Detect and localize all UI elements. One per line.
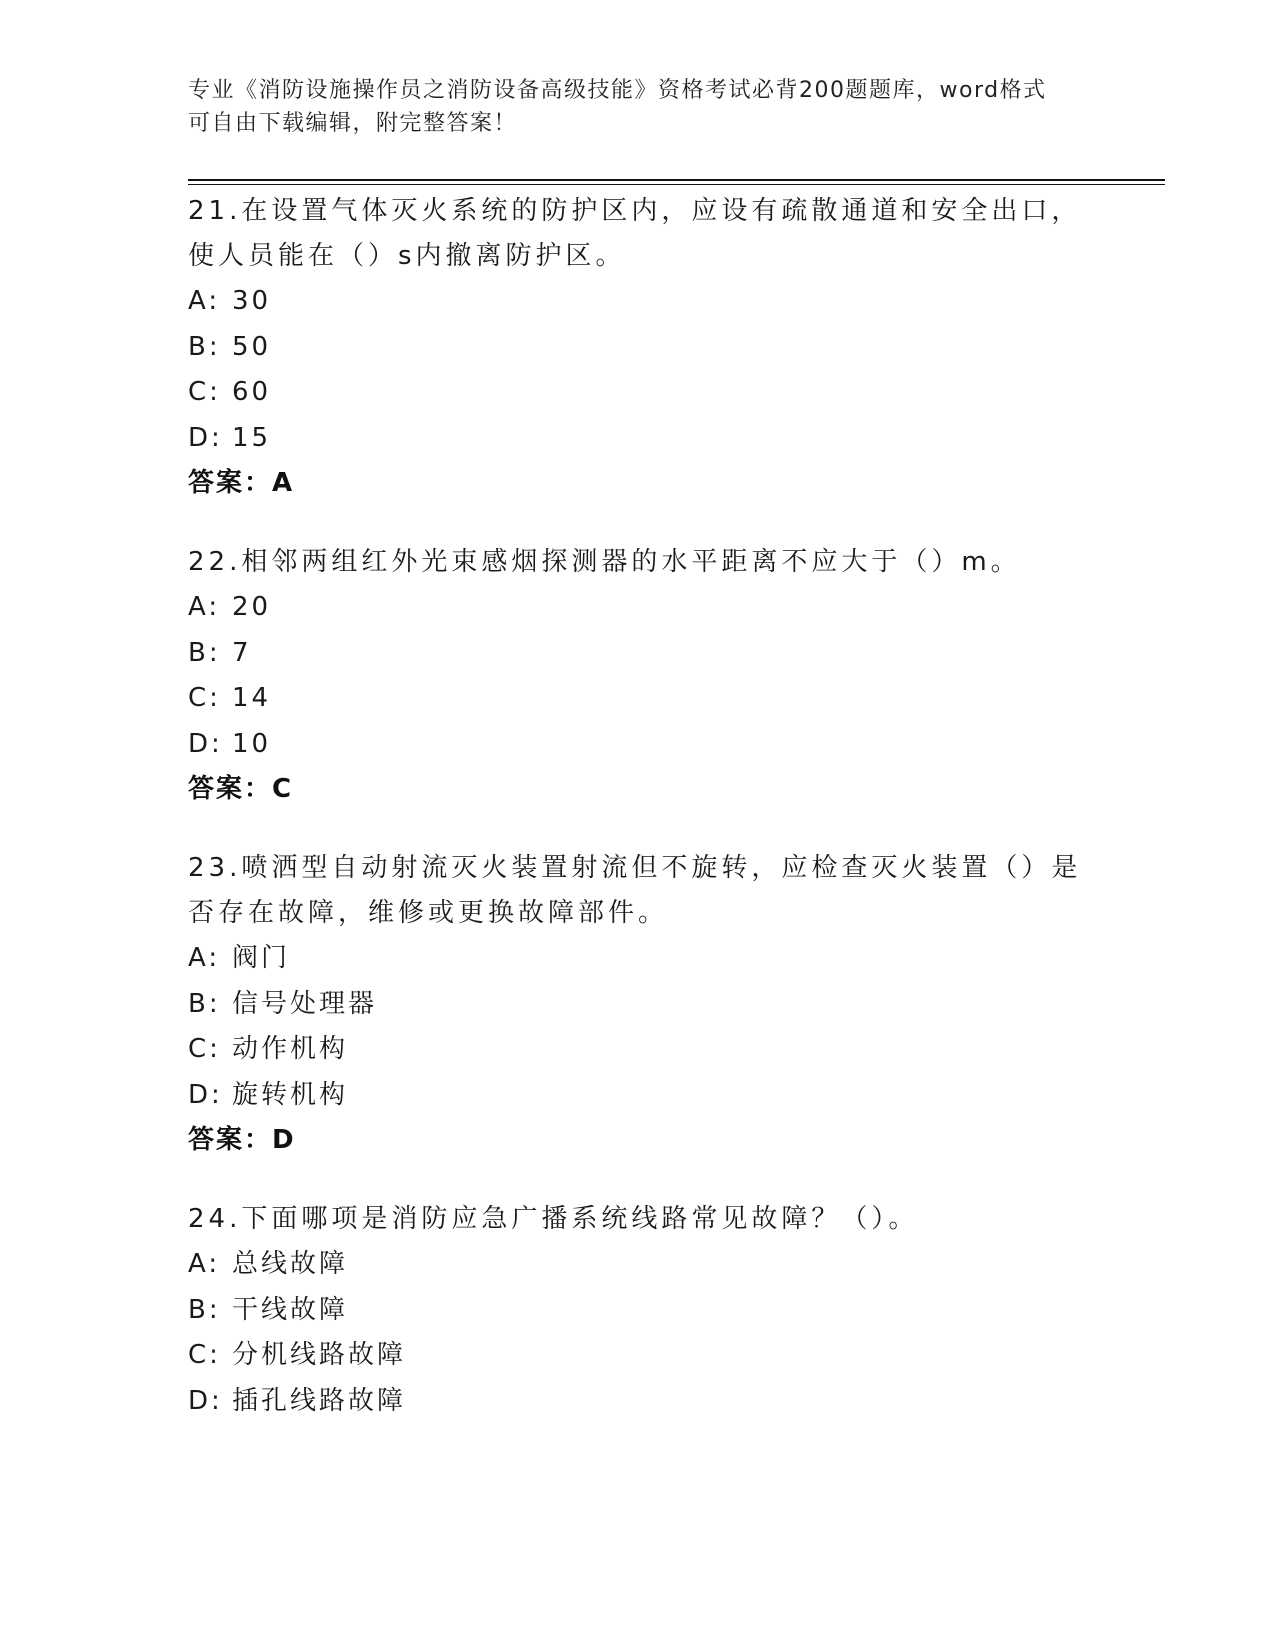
option-text: 7 bbox=[232, 637, 252, 668]
question-stem: 24.下面哪项是消防应急广播系统线路常见故障？（）。 bbox=[188, 1204, 919, 1234]
option-letter: C: bbox=[188, 377, 221, 407]
question-24 bbox=[188, 1197, 1088, 1424]
option-d bbox=[188, 1379, 1088, 1425]
option-letter: C: bbox=[188, 683, 221, 713]
option-letter: A: bbox=[188, 943, 221, 973]
option-letter: D: bbox=[188, 1385, 223, 1416]
question-stem: 23.喷洒型自动射流灭火装置射流但不旋转，应检查灭火装置（）是否存在故障，维修或更换故障部件。 bbox=[188, 853, 1082, 928]
question-21 bbox=[188, 189, 1088, 506]
answer-label: 答案：C bbox=[188, 774, 294, 804]
option-text: 信号处理器 bbox=[232, 988, 378, 1019]
option-text: 分机线路故障 bbox=[232, 1340, 407, 1370]
option-letter: B: bbox=[188, 988, 221, 1019]
option-text: 10 bbox=[232, 728, 272, 759]
header-divider-thin bbox=[188, 184, 1165, 185]
option-letter: D: bbox=[188, 1079, 223, 1110]
option-text: 15 bbox=[232, 422, 272, 453]
option-letter: C: bbox=[188, 1034, 221, 1064]
option-text: 阀门 bbox=[232, 943, 291, 973]
option-text: 总线故障 bbox=[232, 1249, 349, 1279]
option-text: 动作机构 bbox=[232, 1034, 349, 1064]
option-c bbox=[188, 370, 1088, 416]
question-list bbox=[188, 189, 1088, 1458]
option-c bbox=[188, 1027, 1088, 1073]
question-22 bbox=[188, 540, 1088, 812]
answer-label: 答案：D bbox=[188, 1125, 296, 1155]
option-text: 14 bbox=[232, 683, 272, 713]
question-stem: 22.相邻两组红外光束感烟探测器的水平距离不应大于（）m。 bbox=[188, 547, 1021, 577]
option-letter: A: bbox=[188, 286, 221, 316]
document-header: 专业《消防设施操作员之消防设备高级技能》资格考试必背200题题库，word格式可自由下载编辑，附完整答案！ bbox=[188, 78, 1047, 136]
option-d bbox=[188, 416, 1088, 462]
option-letter: C: bbox=[188, 1340, 221, 1370]
option-d bbox=[188, 722, 1088, 768]
answer-label: 答案：A bbox=[188, 468, 295, 498]
option-letter: D: bbox=[188, 728, 223, 759]
option-text: 旋转机构 bbox=[232, 1079, 349, 1110]
option-letter: B: bbox=[188, 1294, 221, 1325]
option-d bbox=[188, 1073, 1088, 1119]
option-c bbox=[188, 1333, 1088, 1379]
option-letter: B: bbox=[188, 637, 221, 668]
option-letter: B: bbox=[188, 331, 221, 362]
option-text: 20 bbox=[232, 592, 272, 622]
option-b bbox=[188, 631, 1088, 677]
question-stem: 21.在设置气体灭火系统的防护区内，应设有疏散通道和安全出口，使人员能在（）s内撤离防护区。 bbox=[188, 196, 1082, 271]
option-a bbox=[188, 936, 1088, 982]
option-text: 插孔线路故障 bbox=[232, 1385, 407, 1416]
option-text: 30 bbox=[232, 286, 272, 316]
option-b bbox=[188, 982, 1088, 1028]
option-letter: A: bbox=[188, 592, 221, 622]
header-divider-thick bbox=[188, 179, 1165, 181]
option-a bbox=[188, 585, 1088, 631]
option-a bbox=[188, 279, 1088, 325]
option-text: 干线故障 bbox=[232, 1294, 349, 1325]
option-c bbox=[188, 676, 1088, 722]
option-text: 50 bbox=[232, 331, 272, 362]
option-b bbox=[188, 1288, 1088, 1334]
option-a bbox=[188, 1242, 1088, 1288]
option-b bbox=[188, 325, 1088, 371]
option-letter: D: bbox=[188, 422, 223, 453]
option-letter: A: bbox=[188, 1249, 221, 1279]
question-23 bbox=[188, 846, 1088, 1163]
option-text: 60 bbox=[232, 377, 272, 407]
